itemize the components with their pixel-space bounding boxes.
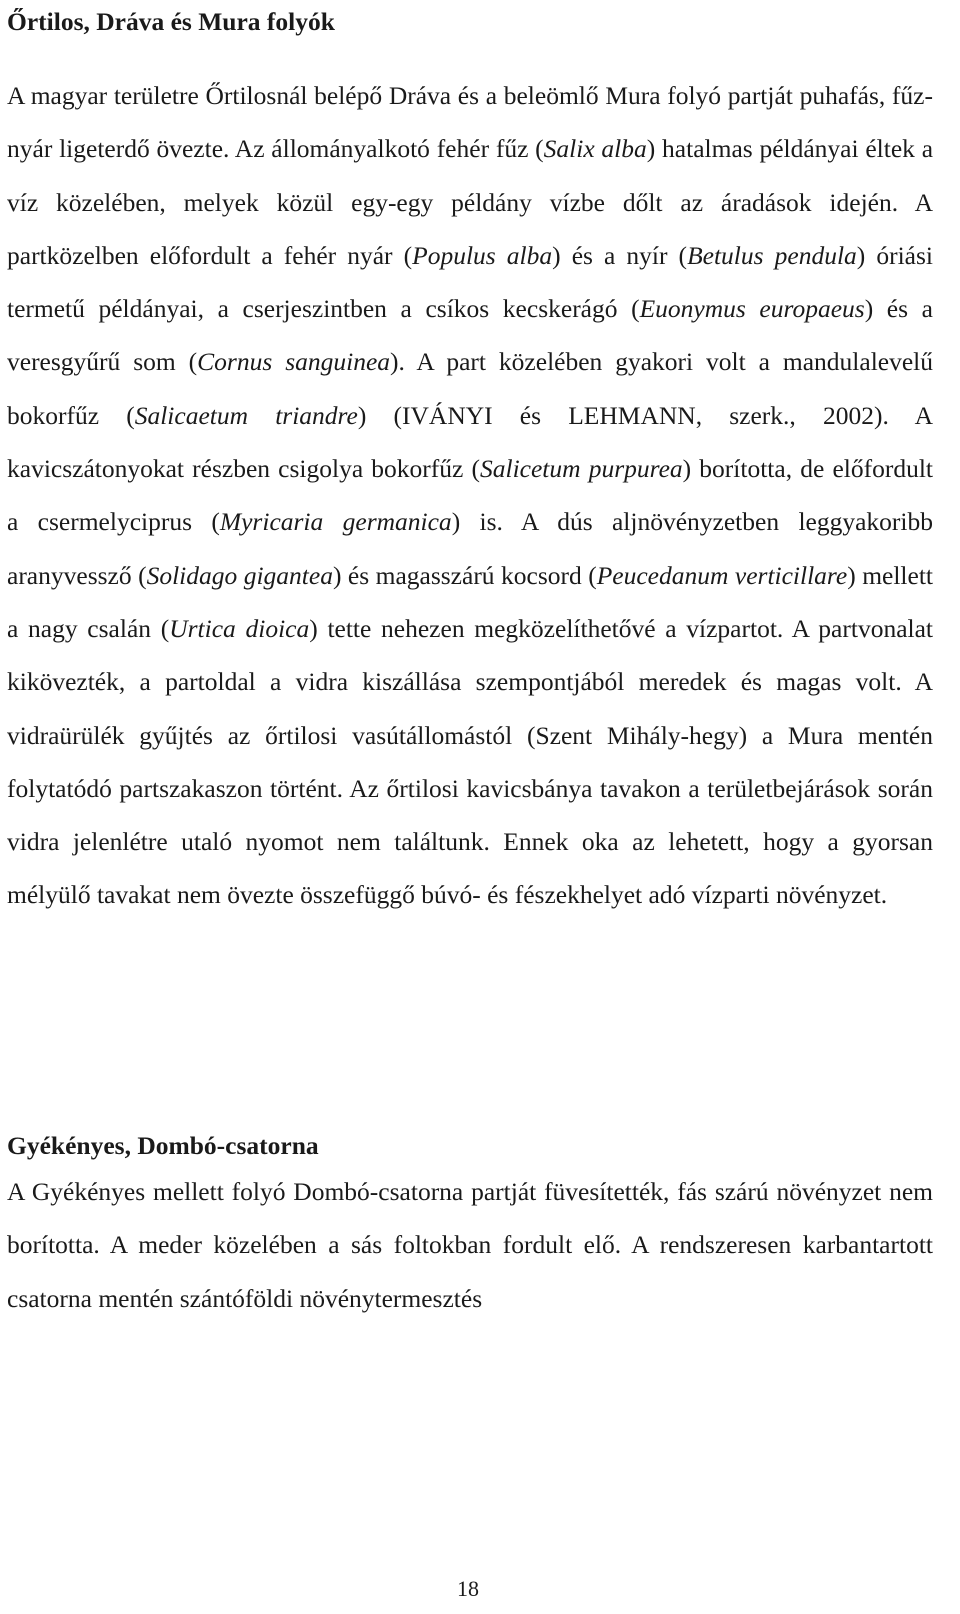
text-segment: ) és a veresgyűrű som ( <box>7 294 933 377</box>
text-segment: ) hatalmas példányai éltek a víz közelében, melyek közül egy-egy példány vízbe dőlt az áradások idején. A partközelben előfordult a fehér nyár ( <box>7 134 934 270</box>
text-segment: ) tette nehezen megközelíthetővé a vízpartot. A partvonalat kikövezték, a partoldal a vidra kiszállása szempontjából meredek és magas volt. A vidraürülék gyűjtés az őrtilosi vasútállomástól (Szent Mihály-hegy) a Mura mentén folytatódó partszakaszon történt. Az őrtilosi kavicsbánya tavakon a területbejárások során vidra jelenlétre utaló nyomot nem találtunk. Ennek oka az lehetett, hogy a gyorsan mélyülő tavakat nem övezte összefüggő búvó- és fészekhelyet adó vízparti növényzet. <box>7 613 933 910</box>
text-segment: A magyar területre Őrtilosnál belépő Dráva és a beleömlő Mura folyó partját puhafás, fűz-nyár ligeterdő övezte. Az állományalkotó fehér fűz ( <box>7 81 933 164</box>
text-segment: ) és magasszárú kocsord ( <box>332 560 597 590</box>
text-segment: ). A part közelében gyakori volt a mandulalevelű bokorfűz ( <box>7 347 934 430</box>
species-name: Myricaria germanica <box>219 507 452 537</box>
species-name: Solidago gigantea <box>146 560 333 590</box>
text-segment: ) borította, de előfordult a csermelyciprus ( <box>7 454 933 537</box>
species-name: Salix alba <box>543 134 647 164</box>
paragraph-ortilos <box>7 69 933 922</box>
species-name: Salicetum purpurea <box>480 454 683 484</box>
species-name: Urtica dioica <box>169 613 310 643</box>
text-segment: ) óriási termetű példányai, a cserjeszintben a csíkos kecskerágó ( <box>7 240 934 324</box>
text-segment: ) is. A dús aljnövényzetben leggyakoribb aranyvessző ( <box>7 507 933 590</box>
species-name: Euonymus europaeus <box>639 294 865 324</box>
page-number: 18 <box>457 1576 479 1601</box>
species-name: Betulus pendula <box>687 240 857 270</box>
text-segment: ) (IVÁNYI és LEHMANN, szerk., 2002). A kavicszátonyokat részben csigolya bokorfűz ( <box>7 400 933 484</box>
text-segment: ) és a nyír ( <box>552 240 688 270</box>
text-segment: ) mellett a nagy csalán ( <box>7 560 933 643</box>
section-heading-gyekenyes: Gyékényes, Dombó-csatorna <box>7 1131 319 1160</box>
species-name: Salicaetum triandre <box>134 400 358 430</box>
species-name: Cornus sanguinea <box>197 347 391 377</box>
species-name: Peucedanum verticillare <box>596 560 848 590</box>
species-name: Populus alba <box>412 240 553 270</box>
paragraph-gyekenyes: A Gyékényes mellett folyó Dombó-csatorna partját füvesítették, fás szárú növényzet nem borította. A meder közelében a sás foltokban fordult elő. A rendszeresen karbantartott csatorna mentén szántóföldi növénytermesztés <box>7 1177 933 1313</box>
section-heading-ortilos: Őrtilos, Dráva és Mura folyók <box>7 7 335 36</box>
